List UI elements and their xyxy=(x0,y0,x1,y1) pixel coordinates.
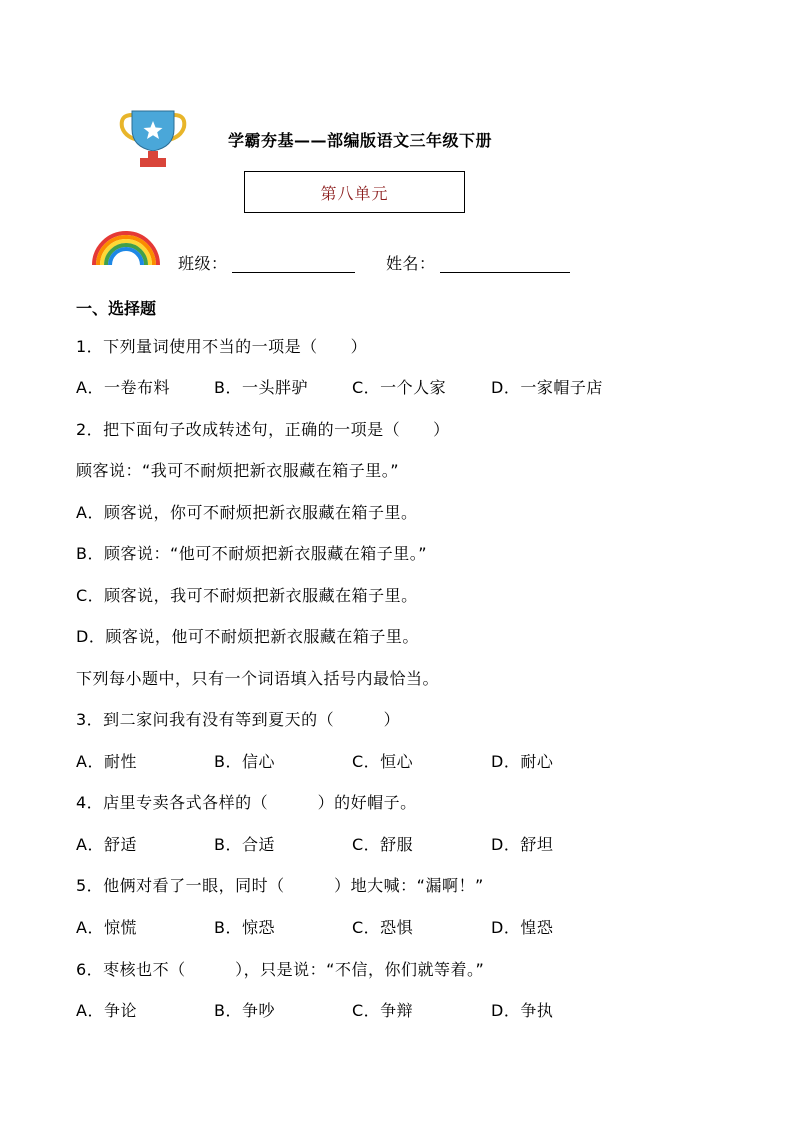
unit-title: 第八单元 xyxy=(320,183,389,203)
question-4-stem: 4．店里专卖各式各样的（ ）的好帽子。 xyxy=(76,793,417,812)
q3-option-d[interactable]: D．耐心 xyxy=(491,752,554,771)
q2-option-a[interactable]: A．顾客说，你可不耐烦把新衣服藏在箱子里。 xyxy=(76,503,418,522)
q4-option-d[interactable]: D．舒坦 xyxy=(491,835,554,854)
rainbow-icon xyxy=(90,227,162,267)
q6-option-d[interactable]: D．争执 xyxy=(491,1001,554,1020)
q1-option-b[interactable]: B．一头胖驴 xyxy=(214,378,308,397)
section-heading: 一、选择题 xyxy=(76,299,157,318)
unit-box xyxy=(244,171,465,213)
name-label: 姓名： xyxy=(386,254,436,273)
q6-option-a[interactable]: A．争论 xyxy=(76,1001,137,1020)
question-3-stem: 3．到二家问我有没有等到夏天的（ ） xyxy=(76,710,401,729)
q3-option-c[interactable]: C．恒心 xyxy=(352,752,414,771)
q3-option-b[interactable]: B．信心 xyxy=(214,752,275,771)
instruction-text: 下列每小题中，只有一个词语填入括号内最恰当。 xyxy=(76,669,440,688)
q1-option-d[interactable]: D．一家帽子店 xyxy=(491,378,603,397)
q2-option-d[interactable]: D．顾客说，他可不耐烦把新衣服藏在箱子里。 xyxy=(76,627,419,646)
q6-option-c[interactable]: C．争辩 xyxy=(352,1001,414,1020)
question-2-quote: 顾客说：“我可不耐烦把新衣服藏在箱子里。” xyxy=(76,461,400,480)
q4-option-a[interactable]: A．舒适 xyxy=(76,835,137,854)
trophy-icon xyxy=(118,107,188,169)
q2-option-c[interactable]: C．顾客说，我可不耐烦把新衣服藏在箱子里。 xyxy=(76,586,418,605)
q5-option-a[interactable]: A．惊慌 xyxy=(76,918,137,937)
q3-option-a[interactable]: A．耐性 xyxy=(76,752,137,771)
q2-option-b[interactable]: B．顾客说：“他可不耐烦把新衣服藏在箱子里。” xyxy=(76,544,428,563)
q5-option-b[interactable]: B．惊恐 xyxy=(214,918,275,937)
class-blank[interactable] xyxy=(232,272,355,273)
q1-option-a[interactable]: A．一卷布料 xyxy=(76,378,170,397)
question-1-stem: 1．下列量词使用不当的一项是（ ） xyxy=(76,337,368,356)
q6-option-b[interactable]: B．争吵 xyxy=(214,1001,275,1020)
q4-option-b[interactable]: B．合适 xyxy=(214,835,275,854)
q4-option-c[interactable]: C．舒服 xyxy=(352,835,414,854)
q1-option-c[interactable]: C．一个人家 xyxy=(352,378,447,397)
document-title: 学霸夯基——部编版语文三年级下册 xyxy=(228,131,493,150)
q5-option-d[interactable]: D．惶恐 xyxy=(491,918,554,937)
name-blank[interactable] xyxy=(440,272,570,273)
question-5-stem: 5．他俩对看了一眼，同时（ ）地大喊：“漏啊！” xyxy=(76,876,484,895)
question-6-stem: 6．枣核也不（ ），只是说：“不信，你们就等着。” xyxy=(76,960,485,979)
question-2-stem: 2．把下面句子改成转述句，正确的一项是（ ） xyxy=(76,420,450,439)
class-label: 班级： xyxy=(178,254,228,273)
q5-option-c[interactable]: C．恐惧 xyxy=(352,918,414,937)
